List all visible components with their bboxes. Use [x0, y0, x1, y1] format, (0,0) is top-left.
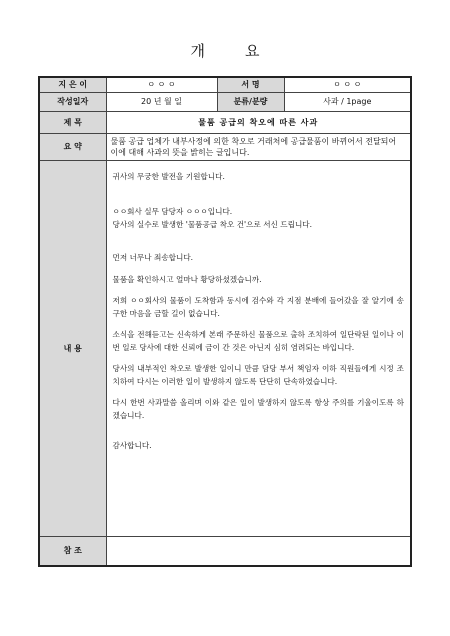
paragraph-4: 물품을 확인하시고 얼마나 황당하셨겠습니까. [112, 274, 262, 284]
content-label: 내 용 [39, 160, 106, 536]
date-row [39, 92, 411, 111]
summary-value[interactable]: 물품 공급 업체가 내부사정에 의한 착오로 거래처에 공급물품이 바뀌어서 전달되어 이에 대해 사과의 뜻을 밝히는 글입니다. [106, 133, 411, 160]
date-value[interactable]: 20 년 월 일 [106, 92, 217, 111]
paragraph-5: 저희 ㅇㅇ회사의 물품이 도착함과 동시에 검수와 각 지점 분배에 들어갔을 잘 알기에 송구한 마음을 금할 길이 없습니다. [112, 296, 404, 318]
signature-value[interactable]: ㅇ ㅇ ㅇ [284, 77, 411, 92]
summary-label: 요 약 [39, 133, 106, 160]
author-row [39, 77, 411, 92]
title-left: 개 [190, 42, 205, 60]
subject-label: 제 목 [39, 111, 106, 133]
paragraph-8: 다시 한번 사과말씀 올리며 이와 같은 일이 발생하지 않도록 항상 주의를 기울이도록 하겠습니다. [112, 398, 404, 420]
signature-label: 서 명 [217, 77, 284, 92]
content-body[interactable] [106, 160, 411, 536]
category-value[interactable]: 사과 / 1page [284, 92, 411, 111]
author-value[interactable]: ㅇ ㅇ ㅇ [106, 77, 217, 92]
paragraph-3: 먼저 너무나 죄송합니다. [112, 253, 194, 262]
subject-row [39, 111, 411, 133]
overview-form [38, 76, 412, 567]
paragraph-1: 귀사의 무궁한 발전을 기원합니다. [112, 171, 225, 181]
reference-value[interactable] [106, 536, 411, 566]
paragraph-7: 당사의 내부적인 착오로 발생한 일이니 만큼 담당 부서 책임자 이하 직원들에게 시정 조치하여 다시는 이러한 일이 발생하지 않도록 단단히 단속하였습니다. [112, 364, 404, 386]
author-label: 지 은 이 [39, 77, 106, 92]
paragraph-9: 감사합니다. [112, 441, 152, 450]
date-label: 작성일자 [39, 92, 106, 111]
reference-label: 참 조 [39, 536, 106, 566]
page-title [0, 40, 450, 61]
subject-value[interactable]: 물품 공급의 착오에 따른 사과 [106, 111, 411, 133]
reference-row [39, 536, 411, 566]
paragraph-6: 소식을 전해듣고는 신속하게 본래 주문하신 물품으로 출하 조치하여 일단락된 일이나 이번 일로 당사에 대한 신뢰에 금이 간 것은 아닌지 심히 염려되는 바입니다. [112, 330, 404, 352]
content-row [39, 160, 411, 536]
summary-row [39, 133, 411, 160]
title-right: 요 [245, 42, 260, 60]
category-label: 분류/분량 [217, 92, 284, 111]
paragraph-2: ㅇㅇ회사 실무 담당자 ㅇㅇㅇ입니다. 당사의 실수로 발생한 '물품공급 착오 건'으로 서신 드립니다. [112, 207, 313, 229]
